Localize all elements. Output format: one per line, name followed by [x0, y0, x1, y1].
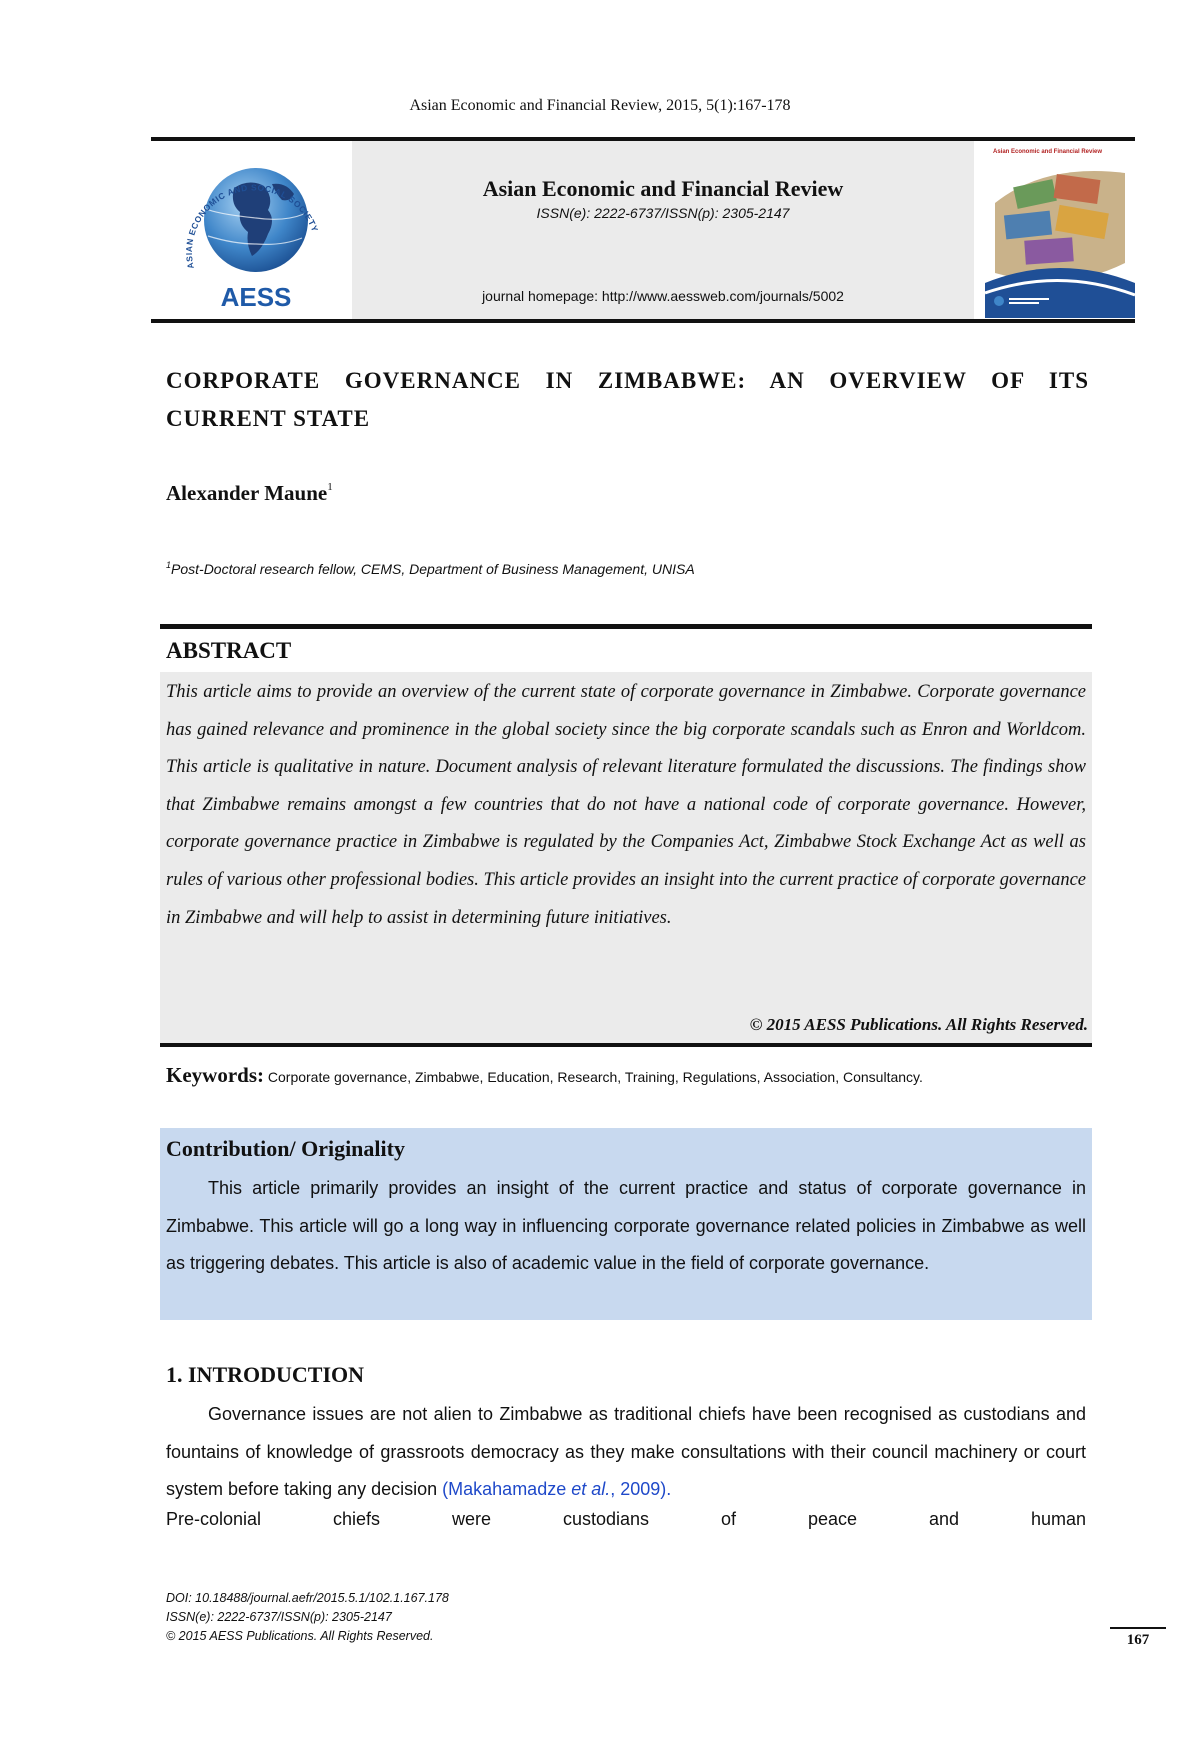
last-line-word: chiefs [333, 1509, 381, 1529]
keywords-list: Corporate governance, Zimbabwe, Education, Research, Training, Regulations, Association, Consultancy. [267, 1069, 923, 1085]
author-affiliation-mark: 1 [327, 481, 333, 493]
running-head: Asian Economic and Financial Review, 2015, 5(1):167-178 [409, 97, 791, 114]
article-title: CORPORATE GOVERNANCE IN ZIMBABWE: AN OVERVIEW OF ITS CURRENT STATE [166, 368, 1089, 431]
footer-copyright: © 2015 AESS Publications. All Rights Reserved. [166, 1629, 434, 1643]
last-line-word: custodians [562, 1509, 650, 1529]
abstract-top-rule [160, 624, 1092, 629]
last-line-word: peace [807, 1509, 857, 1529]
last-line-word: Pre-colonial [166, 1509, 262, 1529]
affiliation-mark: 1 [166, 560, 172, 570]
logo-wordmark: AESS [220, 282, 292, 312]
last-line-word: of [720, 1509, 736, 1529]
keywords [166, 1063, 1096, 1088]
cover-title: Asian Economic and Financial Review [993, 149, 1103, 155]
contribution-text: This article primarily provides an insight of the current practice and status of corporate governance in Zimbabwe. This article will go a long way in influencing corporate governance related policies in Zimbabwe as well as triggering debates. This article is also of academic value in the field of corporate governance. [166, 1178, 1086, 1274]
abstract-text: This article aims to provide an overview of the current state of corporate governance in Zimbabwe. Corporate governance has gained relevance and prominence in the global society since the big corporate scandals such as Enron and Worldcom. This article is qualitative in nature. Document analysis of relevant literature formulated the discussions. The findings show that Zimbabwe remains amongst a few countries that do not have a national code of corporate governance. However, corporate governance practice in Zimbabwe is regulated by the Companies Act, Zimbabwe Stock Exchange Act as well as rules of various other professional bodies. This article provides an insight into the current practice of corporate governance in Zimbabwe and will help to assist in determining future initiatives. [166, 682, 1086, 928]
abstract-heading: ABSTRACT [166, 638, 292, 663]
last-line-word: human [1030, 1509, 1086, 1529]
keywords-label: Keywords: [166, 1063, 264, 1087]
author-name: Alexander Maune$^1$ [166, 481, 333, 505]
citation-link[interactable]: (Makahamadze et al., 2009). [442, 1479, 672, 1500]
last-line-word: were [451, 1509, 491, 1529]
author-affiliation: $^1$Post-Doctoral research fellow, CEMS, Department of Business Management, UNISA [166, 560, 695, 577]
footer-doi: DOI: 10.18488/journal.aefr/2015.5.1/102.1.167.178 [166, 1591, 449, 1605]
abstract-copyright: © 2015 AESS Publications. All Rights Reserved. [749, 1015, 1088, 1034]
journal-cover-thumbnail [985, 143, 1135, 318]
journal-homepage-link[interactable]: journal homepage: http://www.aessweb.com/journals/5002 [482, 288, 844, 304]
journal-issn: ISSN(e): 2222-6737/ISSN(p): 2305-2147 [536, 205, 790, 221]
introduction-heading: 1. INTRODUCTION [166, 1362, 365, 1387]
introduction-last-line [166, 1509, 1086, 1530]
last-line-word: and [928, 1509, 959, 1529]
introduction-text: Governance issues are not alien to Zimbabwe as traditional chiefs have been recognised as custodians and fountains of knowledge of grassroots democracy as they make consultations with their council machinery or court system before taking any decision (Makahamadze et al., 2009). [166, 1404, 1086, 1500]
logo-ring-text: ASIAN ECONOMIC AND SOCIAL SOCIETY [183, 182, 321, 270]
page-number-rule [1110, 1627, 1166, 1629]
journal-name: Asian Economic and Financial Review [482, 176, 844, 201]
footer-issn: ISSN(e): 2222-6737/ISSN(p): 2305-2147 [166, 1610, 392, 1624]
aess-logo [164, 148, 344, 316]
page-number: 167 [1126, 1632, 1150, 1648]
contribution-heading: Contribution/ Originality [166, 1136, 405, 1161]
